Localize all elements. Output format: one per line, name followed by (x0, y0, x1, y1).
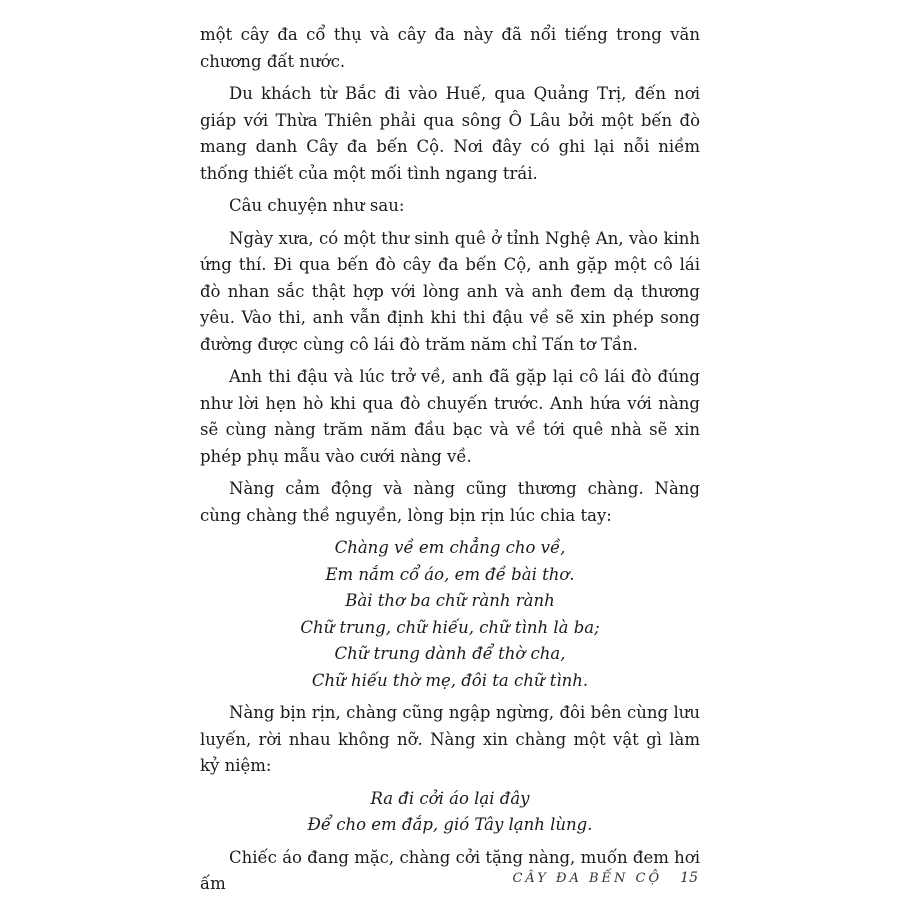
page-footer (512, 870, 698, 886)
poem-line: Bài thơ ba chữ rành rành (345, 591, 555, 610)
poem-line: Ra đi cởi áo lại đây (370, 788, 530, 808)
poem-block (200, 535, 700, 694)
poem-line: Em nắm cổ áo, em đề bài thơ. (325, 564, 575, 584)
paragraph: Ngày xưa, có một thư sinh quê ở tỉnh Nghệ An, vào kinh ứng thí. Đi qua bến đò cây đa bến Cộ, anh gặp một cô lái đò nhan sắc thật hợp với lòng anh và anh đem dạ thương yêu. Vào thi, anh vẫn định khi thi đậu về sẽ xin phép song đường được cùng cô lái đò trăm năm chỉ Tấn tơ Tần. (200, 228, 700, 354)
paragraph: Nàng cảm động và nàng cũng thương chàng. Nàng cùng chàng thề nguyền, lòng bịn rịn lúc chia tay: (200, 479, 700, 525)
poem-line: Để cho em đắp, gió Tây lạnh lùng. (307, 815, 593, 834)
paragraph: Du khách từ Bắc đi vào Huế, qua Quảng Trị, đến nơi giáp với Thừa Thiên phải qua sông Ô Lâu bởi một bến đò mang danh Cây đa bến Cộ. Nơi đây có ghi lại nỗi niềm thống thiết của một mối tình ngang trái. (200, 84, 700, 183)
poem-line: Chữ hiếu thờ mẹ, đôi ta chữ tình. (311, 670, 589, 690)
page-body (200, 22, 700, 904)
paragraph: Anh thi đậu và lúc trở về, anh đã gặp lại cô lái đò đúng như lời hẹn hò khi qua đò chuyến trước. Anh hứa với nàng sẽ cùng nàng trăm năm đầu bạc và về tới quê nhà sẽ xin phép phụ mẫu vào cưới nàng về. (200, 367, 700, 466)
running-title: CÂY ĐA BẾN CỘ (512, 871, 663, 886)
poem-line: Chàng về em chẳng cho về, (334, 538, 566, 557)
poem-line: Chữ trung, chữ hiếu, chữ tình là ba; (300, 617, 600, 637)
paragraph: Chiếc áo đang mặc, chàng cởi tặng nàng, muốn đem hơi ấm (200, 847, 700, 893)
paragraph: Câu chuyện như sau: (229, 196, 405, 215)
paragraph: Nàng bịn rịn, chàng cũng ngập ngừng, đôi bên cùng lưu luyến, rời nhau không nỡ. Nàng xin chàng một vật gì làm kỷ niệm: (200, 703, 700, 775)
poem-block (200, 786, 700, 839)
poem-line: Chữ trung dành để thờ cha, (334, 644, 566, 663)
paragraph: một cây đa cổ thụ và cây đa này đã nổi tiếng trong văn chương đất nước. (200, 25, 700, 71)
page-number: 15 (680, 870, 698, 886)
